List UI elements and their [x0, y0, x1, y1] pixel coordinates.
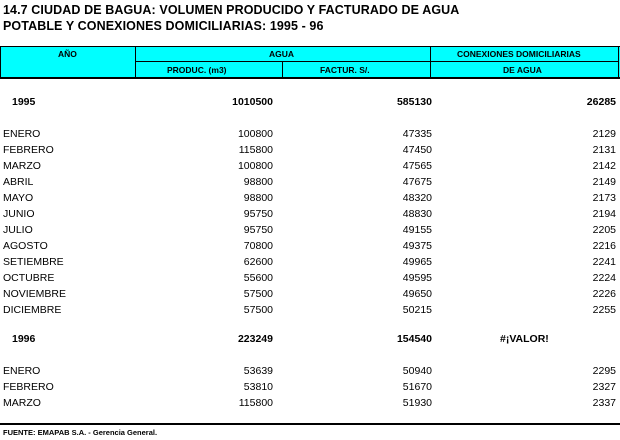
row-factur: 47450: [402, 144, 432, 156]
row-factur: 585130: [396, 96, 432, 108]
table-row: [0, 128, 620, 144]
row-produc: 55600: [243, 272, 273, 284]
table-row: [0, 288, 620, 304]
table-row-year-1995: [0, 96, 620, 112]
table-bottom-rule: [0, 423, 620, 425]
row-factur: 47675: [402, 176, 432, 188]
row-conex: 2149: [592, 176, 616, 188]
header-factur: FACTUR. S/.: [320, 65, 370, 75]
row-conex-error: #¡VALOR!: [500, 333, 549, 345]
row-conex: 2205: [592, 224, 616, 236]
row-label: ABRIL: [3, 176, 34, 188]
row-factur: 49650: [402, 288, 432, 300]
row-conex: 2255: [592, 304, 616, 316]
header-agua: AGUA: [269, 49, 295, 59]
table-row: [0, 365, 620, 381]
row-produc: 53810: [243, 381, 273, 393]
row-produc: 95750: [243, 224, 273, 236]
table-row: [0, 272, 620, 288]
header-divider-produc: [282, 61, 283, 77]
row-produc: 115800: [238, 144, 273, 156]
row-conex: 26285: [586, 96, 616, 108]
row-label: SETIEMBRE: [3, 256, 64, 268]
row-conex: 2129: [592, 128, 616, 140]
row-factur: 51930: [402, 397, 432, 409]
row-factur: 47565: [402, 160, 432, 172]
row-produc: 62600: [243, 256, 273, 268]
row-factur: 49375: [402, 240, 432, 252]
row-produc: 100800: [237, 128, 273, 140]
row-label: MAYO: [3, 192, 34, 204]
table-row: [0, 304, 620, 320]
row-label: 1996: [12, 333, 36, 345]
row-produc: 95750: [243, 208, 273, 220]
table-row: [0, 397, 620, 413]
table-row: [0, 208, 620, 224]
source-note: FUENTE: EMAPAB S.A. - Gerencia General.: [3, 428, 158, 437]
row-factur: 50215: [402, 304, 432, 316]
row-label: FEBRERO: [3, 144, 54, 156]
row-label: ENERO: [3, 128, 41, 140]
header-de-agua: DE AGUA: [503, 65, 542, 75]
header-produc: PRODUC. (m3): [167, 65, 227, 75]
table-row: [0, 224, 620, 240]
row-label: FEBRERO: [3, 381, 54, 393]
row-factur: 50940: [402, 365, 432, 377]
table-header: [0, 46, 620, 79]
row-factur: 49155: [402, 224, 432, 236]
row-conex: 2142: [592, 160, 616, 172]
row-factur: 48320: [402, 192, 432, 204]
row-produc: 70800: [243, 240, 273, 252]
header-border-right: [618, 47, 619, 77]
row-produc: 1010500: [232, 96, 273, 108]
row-conex: 2194: [592, 208, 616, 220]
row-conex: 2241: [592, 256, 616, 268]
header-year: AÑO: [58, 49, 77, 59]
row-label: 1995: [12, 96, 36, 108]
row-produc: 100800: [237, 160, 273, 172]
table-row: [0, 176, 620, 192]
header-divider-year: [135, 47, 136, 77]
table-row: [0, 381, 620, 397]
table-row: [0, 240, 620, 256]
header-subdivider: [135, 61, 619, 62]
row-factur: 51670: [402, 381, 432, 393]
row-conex: 2131: [592, 144, 616, 156]
row-factur: 48830: [402, 208, 432, 220]
row-conex: 2327: [592, 381, 616, 393]
row-produc: 98800: [243, 192, 273, 204]
header-border-left: [0, 47, 1, 77]
row-produc: 53639: [243, 365, 273, 377]
row-factur: 154540: [396, 333, 432, 345]
row-conex: 2295: [592, 365, 616, 377]
table-row: [0, 144, 620, 160]
row-produc: 57500: [243, 304, 273, 316]
row-conex: 2173: [592, 192, 616, 204]
row-conex: 2337: [592, 397, 616, 409]
row-label: AGOSTO: [3, 240, 48, 252]
row-label: JULIO: [3, 224, 33, 236]
table-row-year-1996: [0, 333, 620, 349]
row-factur: 47335: [402, 128, 432, 140]
table-title-line-2: POTABLE Y CONEXIONES DOMICILIARIAS: 1995 - 96: [3, 19, 324, 33]
table-row: [0, 256, 620, 272]
table-row: [0, 160, 620, 176]
row-label: MARZO: [3, 397, 41, 409]
row-produc: 223249: [237, 333, 273, 345]
row-conex: 2224: [592, 272, 616, 284]
header-conexiones: CONEXIONES DOMICILIARIAS: [457, 49, 581, 59]
table-row: [0, 192, 620, 208]
row-factur: 49965: [402, 256, 432, 268]
row-label: OCTUBRE: [3, 272, 55, 284]
row-conex: 2216: [592, 240, 616, 252]
header-divider-agua: [430, 47, 431, 77]
row-produc: 57500: [243, 288, 273, 300]
row-factur: 49595: [402, 272, 432, 284]
row-label: DICIEMBRE: [3, 304, 62, 316]
row-conex: 2226: [592, 288, 616, 300]
row-label: MARZO: [3, 160, 41, 172]
row-label: JUNIO: [3, 208, 35, 220]
row-label: NOVIEMBRE: [3, 288, 67, 300]
row-produc: 115800: [238, 397, 273, 409]
row-produc: 98800: [243, 176, 273, 188]
table-title-line-1: 14.7 CIUDAD DE BAGUA: VOLUMEN PRODUCIDO Y FACTURADO DE AGUA: [3, 3, 460, 17]
row-label: ENERO: [3, 365, 41, 377]
